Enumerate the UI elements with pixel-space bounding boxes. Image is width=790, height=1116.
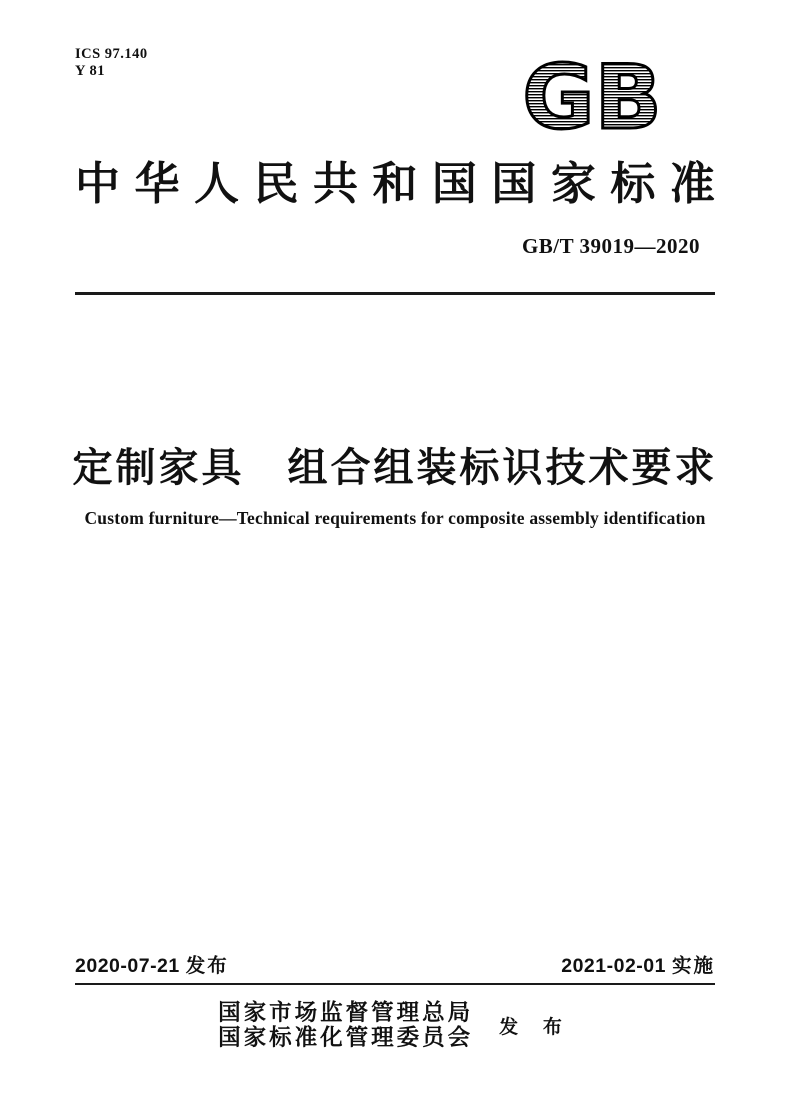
classification-code: Y 81: [75, 63, 106, 79]
country-standard-title: 中 华 人 民 共 和 国 国 家 标 准: [75, 159, 715, 209]
issue-date: 2020-07-21: [75, 955, 180, 977]
implement-date: 2021-02-01: [561, 955, 666, 977]
gb-logo-text: GB: [522, 58, 662, 140]
document-title-english: Custom furniture—Technical requirements for composite assembly identification: [84, 508, 706, 528]
gb-logo-icon: [516, 58, 668, 140]
document-title-chinese: 定制家具 组合组装标识技术要求: [72, 446, 718, 490]
bottom-divider: [75, 983, 715, 985]
issuer-block: [0, 1000, 790, 1050]
issuer-line-2: 国家标准化管理委员会: [218, 1025, 474, 1050]
ics-code: ICS 97.140: [75, 46, 148, 62]
publish-label: 发 布: [499, 1016, 572, 1038]
standard-number: GB/T 39019—2020: [521, 234, 700, 258]
dates-row: [75, 950, 715, 978]
ics-block: [75, 46, 148, 80]
issue-date-group: [75, 950, 229, 978]
issue-label: 发布: [185, 955, 229, 977]
gb-logo: [516, 58, 668, 140]
issuer-line-1: 国家市场监督管理总局: [218, 1000, 474, 1025]
implement-date-group: [561, 950, 715, 978]
top-divider: [75, 292, 715, 295]
implement-label: 实施: [671, 955, 715, 977]
issuer-names: [218, 1000, 473, 1050]
